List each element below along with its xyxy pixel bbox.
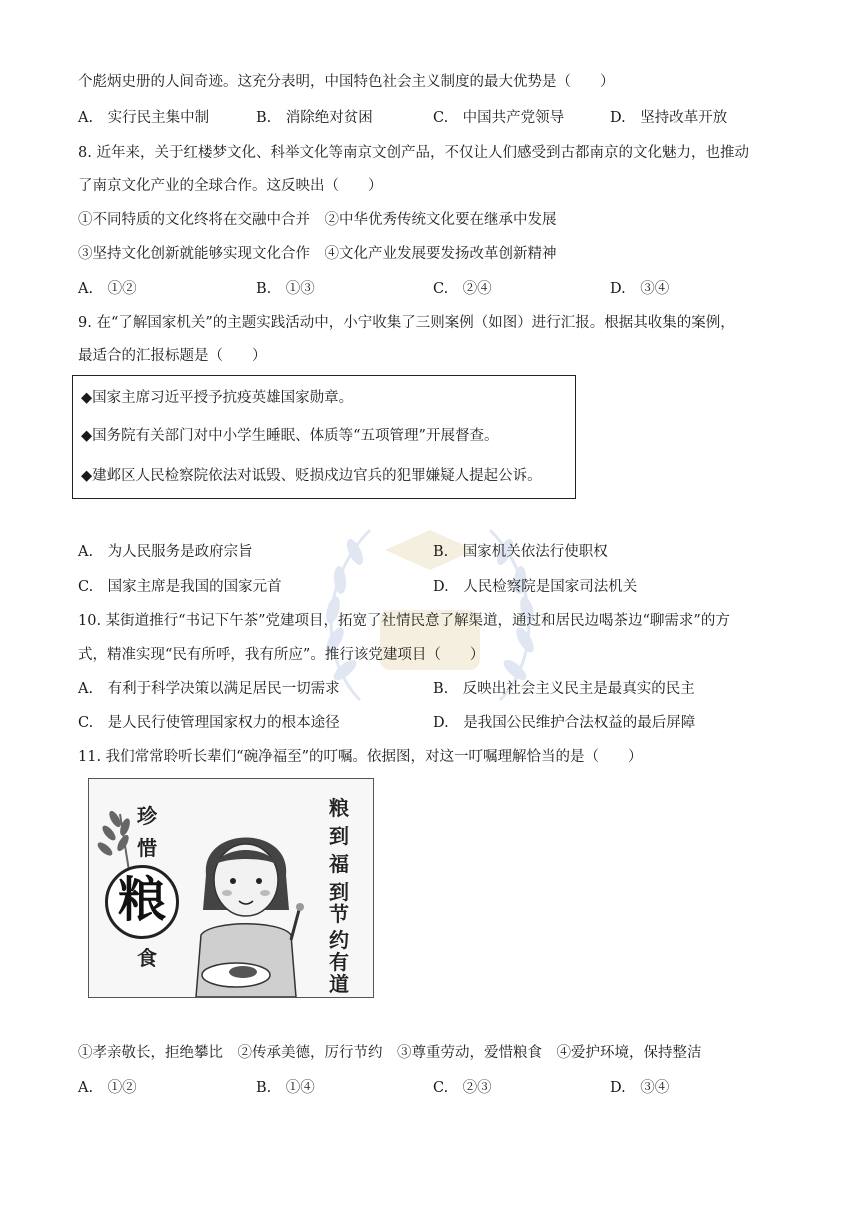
q10-option-b[interactable]: B. 反映出社会主义民主是最真实的民主 bbox=[433, 681, 695, 697]
poster-char-xi: 惜 bbox=[137, 836, 157, 860]
q9-stem-line1: 9. 在“了解国家机关”的主题实践活动中，小宁收集了三则案例（如图）进行汇报。根据其收集的案例， bbox=[78, 315, 735, 331]
q8-option-d[interactable]: D. ③④ bbox=[610, 281, 670, 297]
q10-option-c[interactable]: C. 是人民行使管理国家权力的根本途径 bbox=[78, 715, 340, 731]
poster-right-3: 福 bbox=[329, 852, 349, 876]
girl-eating-illustration bbox=[181, 815, 311, 997]
poster-right-4: 到 bbox=[329, 880, 349, 904]
q9-option-b[interactable]: B. 国家机关依法行使职权 bbox=[433, 544, 608, 560]
q7-option-d[interactable]: D. 坚持改革开放 bbox=[610, 110, 728, 126]
q11-option-d[interactable]: D. ③④ bbox=[610, 1080, 670, 1096]
q9-options-row1 bbox=[78, 542, 778, 562]
q8-options bbox=[78, 279, 778, 299]
poster-char-shi: 食 bbox=[137, 946, 157, 970]
q8-option-b[interactable]: B. ①③ bbox=[256, 281, 315, 297]
poster-right-5: 节 bbox=[329, 902, 349, 926]
q8-choices-line1: ①不同特质的文化终将在交融中合并 ②中华优秀传统文化要在继承中发展 bbox=[78, 212, 557, 228]
food-saving-poster bbox=[88, 778, 374, 998]
poster-right-6: 约 bbox=[329, 928, 349, 952]
q9-option-a[interactable]: A. 为人民服务是政府宗旨 bbox=[78, 544, 253, 560]
q10-option-d[interactable]: D. 是我国公民维护合法权益的最后屏障 bbox=[433, 715, 696, 731]
q10-stem-line1: 10. 某街道推行“书记下午茶”党建项目，拓宽了社情民意了解渠道，通过和居民边喝茶边“聊需求”的方 bbox=[78, 613, 730, 629]
q11-choices: ①孝亲敬长，拒绝攀比 ②传承美德，厉行节约 ③尊重劳动，爱惜粮食 ④爱护环境，保持整洁 bbox=[78, 1045, 702, 1061]
poster-right-1: 粮 bbox=[329, 796, 349, 820]
poster-right-8: 道 bbox=[329, 972, 349, 996]
q10-option-a[interactable]: A. 有利于科学决策以满足居民一切需求 bbox=[78, 681, 340, 697]
q9-stem-line2: 最适合的汇报标题是（ ） bbox=[78, 348, 267, 364]
poster-right-7: 有 bbox=[329, 950, 349, 974]
q9-option-c[interactable]: C. 国家主席是我国的国家元首 bbox=[78, 579, 282, 595]
q10-stem-line2: 式，精准实现“民有所呼，我有所应”。推行该党建项目（ ） bbox=[78, 647, 485, 663]
poster-right-2: 到 bbox=[329, 824, 349, 848]
q7-stem: 个彪炳史册的人间奇迹。这充分表明，中国特色社会主义制度的最大优势是（ ） bbox=[78, 74, 615, 90]
q11-option-c[interactable]: C. ②③ bbox=[433, 1080, 492, 1096]
q11-option-a[interactable]: A. ①② bbox=[78, 1080, 137, 1096]
q9-options-row2 bbox=[78, 577, 778, 597]
q7-option-b[interactable]: B. 消除绝对贫困 bbox=[256, 110, 373, 126]
q10-options-row1 bbox=[78, 679, 778, 699]
q8-choices-line2: ③坚持文化创新就能够实现文化合作 ④文化产业发展要发扬改革创新精神 bbox=[78, 246, 557, 262]
q8-stem-line2: 了南京文化产业的全球合作。这反映出（ ） bbox=[78, 178, 383, 194]
q9-case-3: ◆建邺区人民检察院依法对诋毁、贬损戍边官兵的犯罪嫌疑人提起公诉。 bbox=[81, 468, 542, 484]
q9-option-d[interactable]: D. 人民检察院是国家司法机关 bbox=[433, 579, 638, 595]
q11-stem: 11. 我们常常聆听长辈们“碗净福至”的叮嘱。依据图，对这一叮嘱理解恰当的是（ ） bbox=[78, 749, 643, 765]
poster-char-zhen: 珍 bbox=[137, 804, 157, 828]
q8-stem-line1: 8. 近年来，关于红楼梦文化、科举文化等南京文创产品，不仅让人们感受到古都南京的文化魅力，也推动 bbox=[78, 145, 749, 161]
q10-options-row2 bbox=[78, 713, 778, 733]
q8-option-a[interactable]: A. ①② bbox=[78, 281, 137, 297]
q9-case-2: ◆国务院有关部门对中小学生睡眠、体质等“五项管理”开展督查。 bbox=[81, 428, 499, 444]
q7-options bbox=[78, 108, 778, 128]
q9-case-1: ◆国家主席习近平授予抗疫英雄国家勋章。 bbox=[81, 390, 354, 406]
q7-option-c[interactable]: C. 中国共产党领导 bbox=[433, 110, 565, 126]
q11-options bbox=[78, 1078, 778, 1098]
q9-case-box bbox=[72, 375, 576, 499]
q11-option-b[interactable]: B. ①④ bbox=[256, 1080, 315, 1096]
q7-option-a[interactable]: A. 实行民主集中制 bbox=[78, 110, 210, 126]
q8-option-c[interactable]: C. ②④ bbox=[433, 281, 492, 297]
poster-char-liang: 粮 bbox=[105, 865, 179, 939]
